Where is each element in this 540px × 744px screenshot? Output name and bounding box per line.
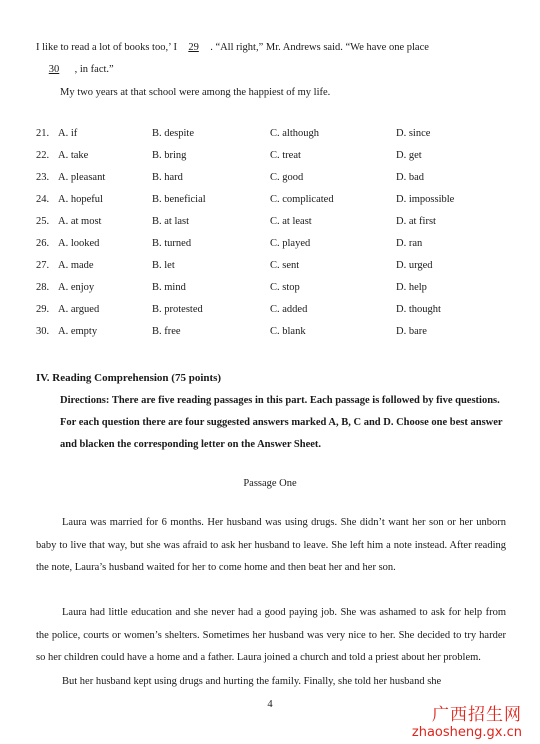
option-a: A. enjoy [58,282,95,293]
option-row [36,150,506,172]
option-row [36,216,506,238]
option-b: B. at last [152,216,190,227]
watermark-site-name: 广西招生网 [432,705,522,725]
intro-line-2 [36,64,114,75]
passage-paragraph-2 [36,602,506,670]
question-number: 29. [36,304,50,315]
watermark-url: zhaosheng.gx.cn [411,725,522,740]
option-c: C. complicated [270,194,334,205]
question-number: 28. [36,282,50,293]
blank-29: 29 [188,42,199,53]
option-c: C. good [270,172,304,183]
paragraph-text: But her husband kept using drugs and hurting the family. Finally, she told her husband she [62,676,442,687]
intro-line-1 [36,42,429,53]
option-c: C. sent [270,260,300,271]
option-b: B. turned [152,238,192,249]
blank-30: 30 [48,64,60,75]
option-a: A. made [58,260,94,271]
intro-text: , in fact.” [74,64,114,75]
question-number: 21. [36,128,50,139]
question-number: 27. [36,260,50,271]
option-row [36,128,506,150]
option-a: A. pleasant [58,172,106,183]
option-a: A. empty [58,326,98,337]
option-b: B. mind [152,282,186,293]
option-d: D. impossible [396,194,455,205]
option-d: D. help [396,282,427,293]
option-row [36,238,506,260]
option-d: D. ran [396,238,423,249]
intro-text: I like to read a lot of books too,’ I [36,42,177,53]
option-c: C. although [270,128,319,139]
intro-line-3: My two years at that school were among the happiest of my life. [60,87,331,98]
option-b: B. protested [152,304,203,315]
intro-text: . “All right,” Mr. Andrews said. “We have one place [210,42,429,53]
question-number: 24. [36,194,50,205]
option-row [36,282,506,304]
option-b: B. hard [152,172,183,183]
question-number: 23. [36,172,50,183]
option-d: D. bare [396,326,427,337]
option-a: A. argued [58,304,100,315]
option-b: B. bring [152,150,187,161]
paragraph-text: Laura was married for 6 months. Her husband was using drugs. She didn’t want her son or her unborn baby to live that way, but she was afraid to ask her husband to leave. She left him a note instead. After reading the note, Laura’s husband waited for her to come home and then beat her and her son. [36,517,506,573]
section-title: IV. Reading Comprehension (75 points) [36,372,222,384]
passage-paragraph-3 [36,671,506,694]
option-c: C. at least [270,216,312,227]
option-c: C. stop [270,282,300,293]
option-b: B. free [152,326,181,337]
question-number: 30. [36,326,50,337]
option-b: B. let [152,260,175,271]
option-c: C. added [270,304,308,315]
site-watermark [412,706,522,741]
paragraph-text: Laura had little education and she never had a good paying job. She was ashamed to ask for help from the police, courts or women’s shelters. Sometimes her husband was very nice to her. She decided to try harder so her children could have a home and a father. Laura joined a church and told a priest about her problem. [36,607,506,663]
option-d: D. urged [396,260,433,271]
question-number: 25. [36,216,50,227]
option-row [36,304,506,326]
option-a: A. if [58,128,78,139]
options-list [36,128,506,348]
option-b: B. beneficial [152,194,206,205]
question-number: 22. [36,150,50,161]
option-d: D. thought [396,304,441,315]
option-row [36,194,506,216]
section-directions: Directions: There are five reading passages in this part. Each passage is followed by five questions. For each question there are four suggested answers marked A, B, C and D. Choose one best answer and blacken the corresponding letter on the Answer Sheet. [60,395,503,450]
option-c: C. blank [270,326,306,337]
option-b: B. despite [152,128,194,139]
passage-paragraph-1 [36,512,506,580]
question-number: 26. [36,238,50,249]
option-a: A. looked [58,238,100,249]
option-d: D. get [396,150,422,161]
passage-title: Passage One [243,478,297,489]
option-row [36,172,506,194]
option-d: D. at first [396,216,436,227]
option-a: A. hopeful [58,194,103,205]
page-number: 4 [267,699,273,710]
option-row [36,326,506,348]
option-c: C. played [270,238,311,249]
option-d: D. since [396,128,431,139]
option-a: A. take [58,150,89,161]
option-d: D. bad [396,172,424,183]
option-c: C. treat [270,150,301,161]
option-a: A. at most [58,216,102,227]
option-row [36,260,506,282]
